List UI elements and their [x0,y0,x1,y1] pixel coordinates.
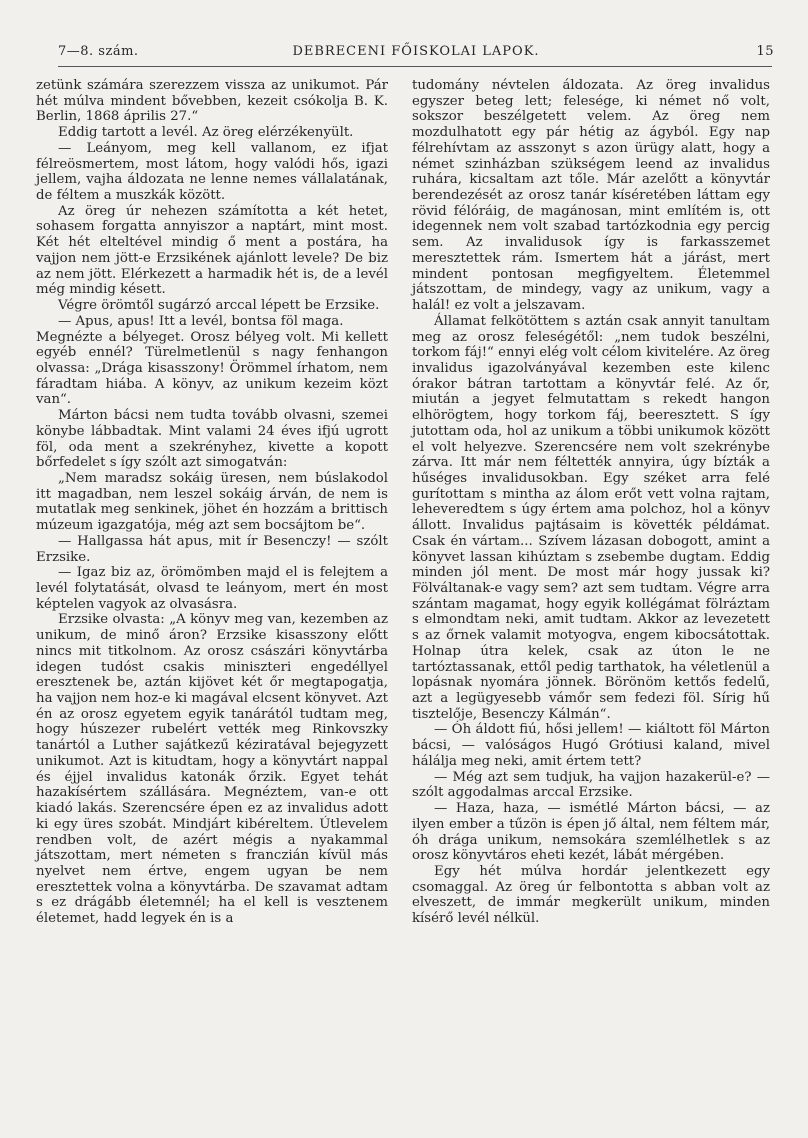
journal-title: DEBRECENI FŐISKOLAI LAPOK. [292,44,540,59]
paragraph: zetünk számára szerezzem vissza az unikumot. Pár hét múlva mindent bővebben, kezeit csókolja B. K. Berlin, 1868 április 27.“ [36,78,388,125]
header-rule [58,66,772,67]
left-column [36,78,388,927]
paragraph: Erzsike olvasta: „A könyv meg van, kezemben az unikum, de minő áron? Erzsike kisasszony előtt nincs mit titkolnom. Az orosz császári könyvtárba idegen tudóst csakis miniszteri engedéllyel eresztenek be, aztán kijövet két őr megtapogatja, ha vajjon nem hoz-e ki magával elcsent könyvet. Azt én az orosz egyetem egyik tanárától tudtam meg, hogy húszezer rubelért vették meg Rinkovszky tanártól a Luther sajátkezű kéziratával bejegyzett unikumot. Azt is kitudtam, hogy a könyvtárt nappal és éjjel invalidus katonák őrzik. Egyet tehát hazakísértem szállására. Megnéztem, van-e ott kiadó lakás. Szerencsére épen ez az invalidus adott ki egy üres szobát. Mindjárt kibéreltem. Útlevelem rendben volt, de azért mégis a nyakammal játszottam, mert németen s franczián kívül más nyelvet nem értve, engem ugyan be nem eresztettek volna a könyvtárba. De szavamat adtam s ez drágább életemnél; ha el kell is vesztenem életemet, hadd legyek én is a [36,612,388,927]
paragraph: Egy hét múlva hordár jelentkezett egy csomaggal. Az öreg úr felbontotta s abban volt az elveszett, de immár megkerült unikum, minden kísérő levél nélkül. [412,863,770,927]
paragraph: tudomány névtelen áldozata. Az öreg invalidus egyszer beteg lett; felesége, ki német nő volt, sokszor beszélgetett velem. Az öreg nem mozdulhatott egy pár hétig az ágyból. Egy nap félrehívtam az asszonyt s azon ürügy alatt, hogy a német szinházban szükségem leend az invalidus ruhára, kicsaltam azt tőle. Már azelőtt a könyvtár berendezését az orosz tanár kíséretében láttam egy rövid félóráig, de magánosan, mint említém is, ott idegennek nem volt szabad tartózkodnia egy percig sem. Az invalidusok így is farkasszemet meresztettek rám. Ismertem hát a járást, mert mindent pontosan megfigyeltem. Életemmel játszottam, de mindegy, vagy az unikum, vagy a halál! ez volt a jelszavam. [412,78,770,314]
paragraph: Végre örömtől sugárzó arccal lépett be Erzsike. [58,298,380,314]
paragraph: Megnézte a bélyeget. Orosz bélyeg volt. Mi kellett egyéb ennél? Türelmetlenül s nagy fenhangon olvassa: „Drága kisasszony! Örömmel írhatom, nem fáradtam hiába. A könyv, az unikum kezeim közt van“. [36,329,388,408]
paragraph: — Igaz biz az, örömömben majd el is felejtem a levél folytatását, olvasd te leányom, mert én most képtelen vagyok az olvasásra. [36,565,388,612]
paragraph: — Haza, haza, — ismétlé Márton bácsi, — az ilyen ember a tűzön is épen jő által, nem féltem már, óh drága unikum, nemsokára szemlélhetlek s az orosz könyvtáros eheti kezét, lábát mérgében. [412,801,770,864]
paragraph: — Óh áldott fiú, hősi jellem! — kiáltott föl Márton bácsi, — valóságos Hugó Grótiusi kaland, mivel hálálja meg neki, amit értem tett? [412,722,770,769]
paragraph: „Nem maradsz sokáig üresen, nem búslakodol itt magadban, nem leszel sokáig árván, de nem is mutatlak meg senkinek, jöhet én hozzám a brittisch múzeum igazgatója, még azt sem bocsájtom be“. [36,470,388,534]
paragraph: — Hallgassa hát apus, mit ír Besenczy! — szólt Erzsike. [36,533,388,565]
paragraph: Eddig tartott a levél. Az öreg elérzékenyült. [58,125,354,141]
paragraph: — Még azt sem tudjuk, ha vajjon hazakerül-e? — szólt aggodalmas arccal Erzsike. [412,769,770,801]
paragraph: — Apus, apus! Itt a levél, bontsa föl maga. [58,313,344,329]
running-header [58,38,774,64]
page-number: 15 [756,44,774,59]
paragraph: Márton bácsi nem tudta tovább olvasni, szemei könybe lábbadtak. Mint valami 24 éves ifjú ugrott föl, oda ment a szekrényhez, kivette a kopott bőrfedelet s így szólt azt simogatván: [36,408,388,471]
issue-number: 7—8. szám. [58,44,139,59]
paragraph: — Leányom, meg kell vallanom, ez ifjat félreösmertem, most látom, hogy valódi hős, igazi jellem, vajha áldozata ne lenne nemes vállalatának, de féltem a muszkák között. [36,140,388,204]
paragraph: Államat felkötöttem s aztán csak annyit tanultam meg az orosz feleségétől: „nem tudok beszélni, torkom fáj!“ ennyi elég volt célom kivitelére. Az öreg invalidus igazolványával kezemben este kilenc órakor bátran tartottam a könyvtár felé. Az őr, miután a jegyet felmutattam s rekedt hangon elhörögtem, hogy torkom fáj, beeresztett. S így jutottam oda, hol az unikum a többi unikumok között el volt helyezve. Szerencsére nem volt szekrénybe zárva. Itt már nem féltették annyira, úgy bízták a hűséges invalidusokban. Egy széket arra felé gurítottam s mintha az álom erőt vett volna rajtam, leheveredtem s úgy értem ama polchoz, hol a könyv állott. Invalidus pajtásaim is követték példámat. Csak én vártam... Szívem lázasan dobogott, amint a könyvet lassan kihúztam s zsebembe dugtam. Eddig minden jól ment. De most már hogy jussak ki? Fölváltanak-e vagy sem? azt sem tudtam. Végre arra szántam magamat, hogy egyik kollégámat fölráztam s elmondtam neki, amit tudtam. Akkor az levezetett s az őrnek valamit motyogva, engem kibocsátottak. Holnap útra kelek, csak az úton le ne tartóztassanak, ettől pedig tarthatok, ha véletlenül a lopásnak nyomára jönnek. Börönöm kettős fedelű, azt a legügyesebb vámőr sem fedezi föl. Sírig hű tisztelője, Besenczy Kálmán“. [412,313,770,722]
paragraph: Az öreg úr nehezen számította a két hetet, sohasem forgatta annyiszor a naptárt, mint most. Két hét elteltével mindig ő ment a postára, ha vajjon nem jött-e Erzsikének ajánlott levele? De biz az nem jött. Elérkezett a harmadik hét is, de a levél még mindig késett. [36,203,388,298]
right-column [412,78,770,927]
